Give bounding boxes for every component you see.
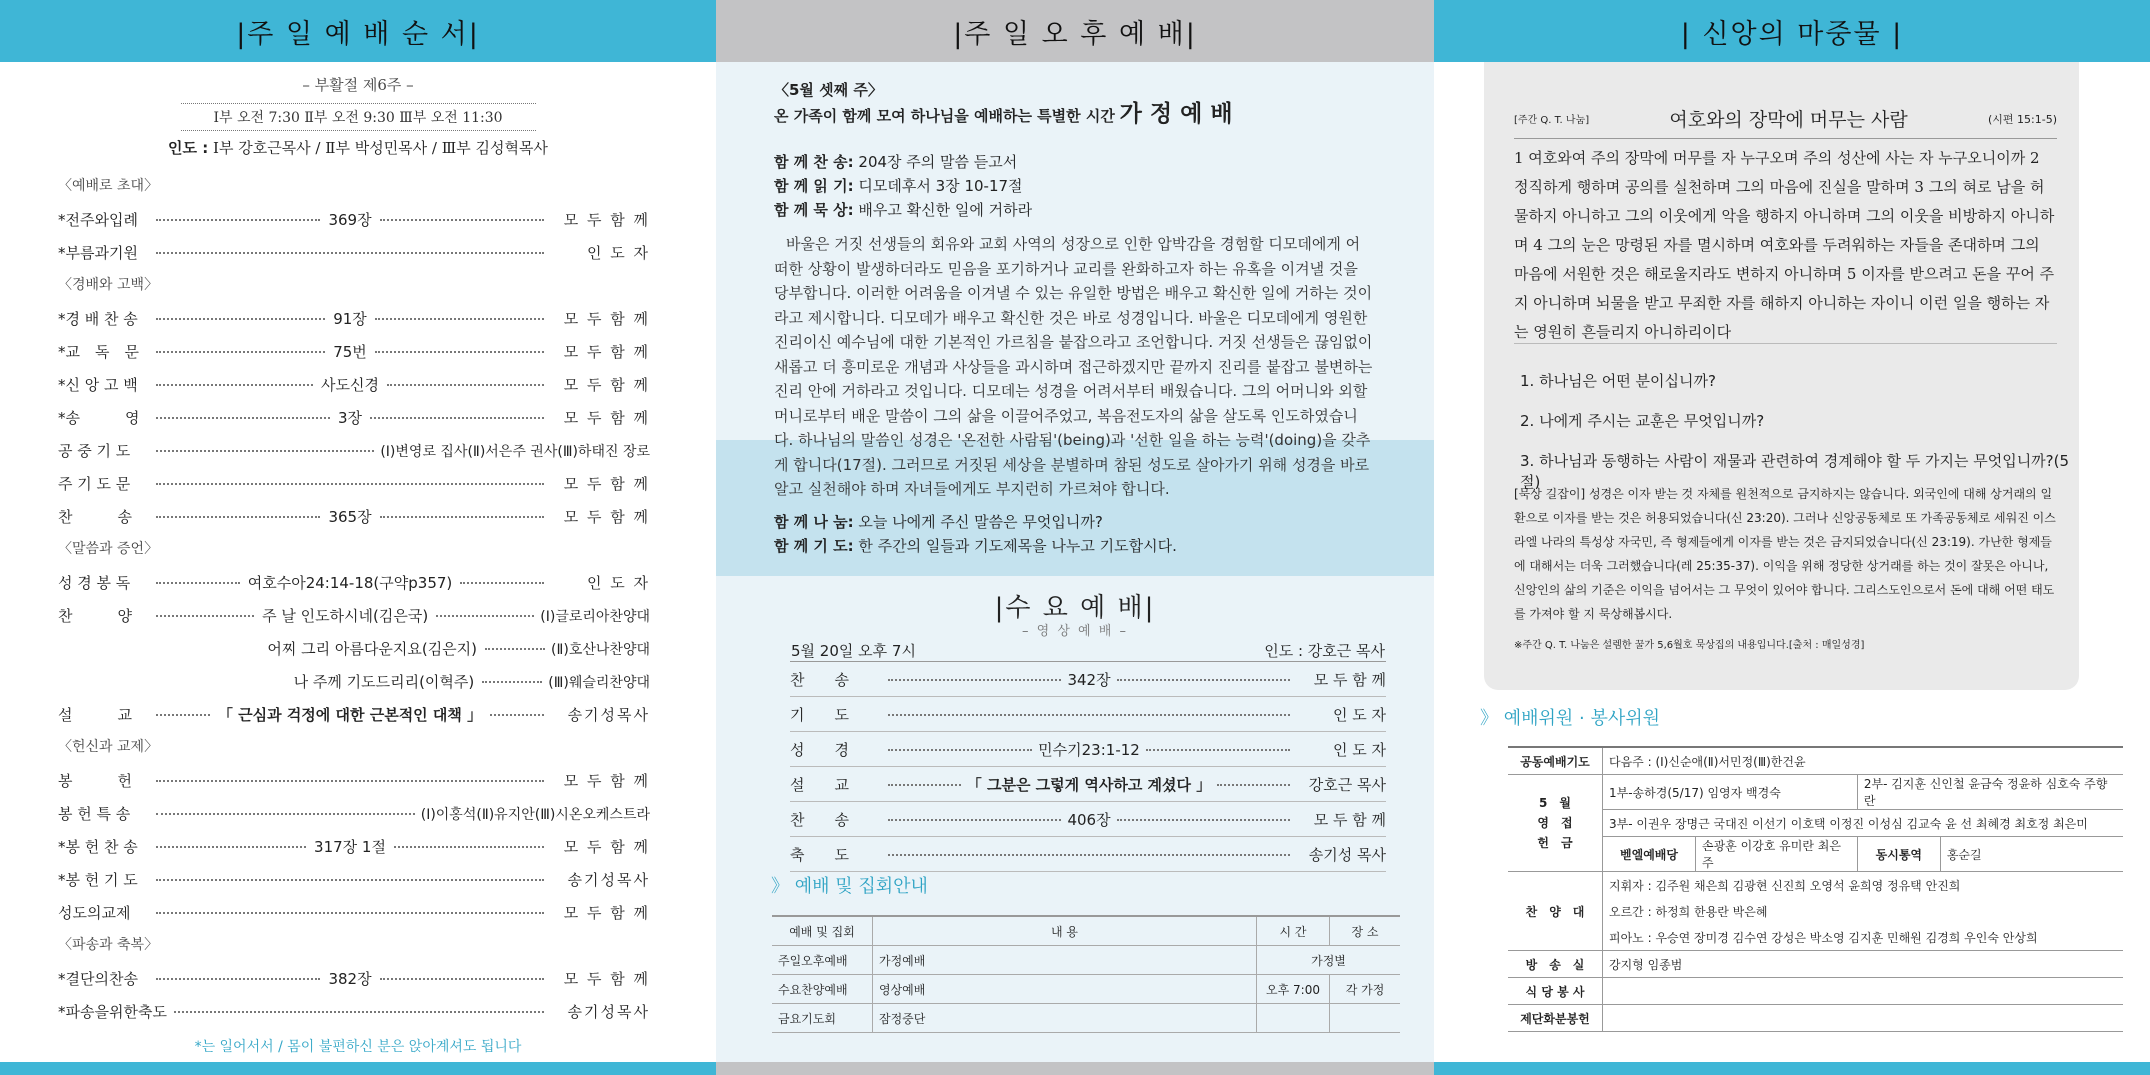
row-right: 인 도 자 (586, 574, 650, 592)
row-name: 찬 양 (58, 607, 132, 625)
meditate-label: 함 께 묵 상: (774, 201, 854, 219)
row-mid: 342장 (1067, 670, 1111, 689)
staff-label: 찬 양 대 (1508, 872, 1603, 951)
row-right: 모 두 함 께 (1313, 810, 1386, 829)
staff-value: 피아노 : 우승연 장미경 김수연 강성은 박소영 김지훈 민해원 김경희 우인숙 안상희 (1603, 924, 2124, 951)
afternoon-service-panel (716, 0, 1434, 1075)
staff-table (1508, 746, 2123, 1032)
wednesday-row (790, 697, 1386, 732)
staff-value: 2부- 김지훈 신인철 윤금숙 정윤하 심호숙 주향란 (1857, 775, 2123, 810)
footer-bar (1434, 1062, 2150, 1075)
guide-header-row (772, 916, 1400, 946)
qt-box (1484, 62, 2079, 690)
row-mid: 주 날 인도하시네(김은국) (262, 607, 429, 625)
sunday-order-panel (0, 0, 716, 1075)
faith-panel (1434, 0, 2150, 1075)
divider (1514, 343, 2057, 344)
row-name: 찬 송 (790, 670, 849, 689)
guide-time: 오후 7:00 (1257, 975, 1330, 1004)
question-1: 1. 하나님은 어떤 분이십니까? (1520, 372, 1716, 390)
guide-row (772, 975, 1400, 1004)
staff-value (1603, 1005, 2124, 1032)
staff-label: 제단화분봉헌 (1508, 1005, 1603, 1032)
hymn-value: 204장 주의 말씀 듣고서 (858, 153, 1018, 171)
order-row (58, 467, 650, 500)
row-right: 인 도 자 (1332, 705, 1386, 724)
faith-header: | 신앙의 마중물 | (1434, 0, 2150, 62)
order-row (58, 698, 650, 731)
qt-title: 여호와의 장막에 머무는 사람 (1669, 109, 1908, 131)
staff-value: 다음주 : (Ⅰ)신순애(Ⅱ)서민정(Ⅲ)한건윤 (1603, 747, 2124, 775)
row-right: 모 두 함 께 (563, 211, 650, 229)
guide-event: 주일오후예배 (772, 946, 873, 975)
row-right: 모 두 함 께 (563, 409, 651, 427)
tagline-bold: 가 정 예 배 (1119, 101, 1233, 127)
row-name: 공 중 기 도 (58, 442, 131, 460)
row-mid: 민수기23:1-12 (1038, 740, 1140, 759)
staff-row (1508, 1005, 2123, 1032)
row-mid: 사도신경 (321, 376, 379, 394)
row-right: 송기성 목사 (1308, 845, 1386, 864)
row-right: 모 두 함 께 (563, 343, 651, 361)
staff-value: 오르간 : 하정희 한용란 박은혜 (1609, 904, 1768, 919)
order-row (58, 665, 650, 698)
sermon-title: 「 근심과 걱정에 대한 근본적인 대책 」 (217, 706, 483, 724)
row-mid: 365장 (328, 508, 372, 526)
staff-value: 손광훈 이강호 유미란 최은주 (1696, 837, 1858, 872)
staff-row (1508, 747, 2123, 775)
order-row (58, 962, 650, 995)
row-name: *신 앙 고 백 (58, 376, 138, 394)
wednesday-info (791, 640, 1385, 661)
row-mid: 어찌 그리 아름다운지요(김은지) (267, 640, 478, 658)
row-right: 송기성목사 (567, 706, 651, 724)
guide-content: 영상예배 (873, 975, 1257, 1004)
row-name: 성도의교제 (58, 904, 131, 922)
qt-tag: [주간 Q. T. 나눔] (1514, 115, 1590, 126)
order-row (58, 368, 650, 401)
row-right: 송기성목사 (567, 871, 650, 889)
row-name: *교 독 문 (58, 343, 139, 361)
staff-value: 1부-송하경(5/17) 임영자 백경숙 (1603, 775, 1858, 810)
staff-value: 3부- 이권우 장명근 국대진 이선기 이호택 이정진 이성심 김교숙 윤 선 최혜경 최호정 최은미 (1603, 810, 2124, 837)
section-title: 〈경배와 고백〉 (58, 277, 159, 293)
wednesday-order (790, 661, 1386, 872)
row-mid: 369장 (328, 211, 372, 229)
section-title: 〈예배로 초대〉 (58, 178, 159, 194)
order-row (58, 995, 650, 1028)
order-row (58, 401, 650, 434)
row-right: 모 두 함 께 (563, 838, 650, 856)
sunday-subtitle: – 부활절 제6주 – (302, 76, 414, 94)
standing-note: *는 일어서서 / 몸이 불편하신 분은 앉아계셔도 됩니다 (194, 1039, 522, 1055)
row-name: 성 경 (790, 740, 849, 759)
qt-head (1514, 105, 2057, 139)
staff-sublabel: 벧엘예배당 (1603, 837, 1696, 872)
wednesday-row (790, 662, 1386, 697)
order-row (58, 599, 650, 632)
order-row (58, 434, 650, 467)
qt-reference: (시편 15:1-5) (1987, 112, 2057, 126)
row-name: *봉 헌 찬 송 (58, 838, 138, 856)
staff-label: 식 당 봉 사 (1508, 978, 1603, 1005)
row-mid: 3장 (337, 409, 363, 427)
guide-event: 금요기도회 (772, 1004, 873, 1033)
order-row (58, 203, 650, 236)
read-label: 함 께 읽 기: (774, 177, 854, 195)
pray-line (774, 534, 1374, 558)
guide-title: 》 예배 및 집회안내 (771, 876, 928, 897)
row-name: 봉 헌 특 송 (58, 805, 131, 823)
guide-row (772, 1004, 1400, 1033)
row-name: *파송을위한축도 (58, 1003, 167, 1021)
section-title: 〈파송과 축복〉 (58, 937, 159, 953)
guide-col-time: 시 간 (1257, 916, 1330, 946)
meditate-line (774, 198, 1374, 222)
row-name: 설 교 (790, 775, 849, 794)
row-right: (Ⅰ)변영로 집사(Ⅱ)서은주 권사(Ⅲ)하태진 장로 (380, 443, 650, 460)
tagline-text: 온 가족이 함께 모여 하나님을 예배하는 특별한 시간 (774, 107, 1115, 125)
share-line (774, 510, 1374, 534)
staff-label: 방 송 실 (1508, 951, 1603, 978)
qt-verse: 1 여호와여 주의 장막에 머무를 자 누구오며 주의 성산에 사는 자 누구오니이까 2 정직하게 행하며 공의를 실천하며 그의 마음에 진실을 말하며 3 그의 혀로 남을 허물하지 아니하고 그의 이웃에게 악을 행하지 아니하며 그의 이웃을 비방하지 아니하며 4 그의 눈은 망령된 자를 멸시하며 여호와를 두려워하는 자들을 존대하며 그의 마음에 서원한 것은 해로울지라도 변하지 아니하며 5 이자를 받으려고 돈을 꾸어 주지 아니하며 뇌물을 받고 무죄한 자를 해하지 아니하는 자이니 이런 일을 행하는 자는 영원히 흔들리지 아니하리이다 (1514, 149, 2055, 341)
order-row (58, 632, 650, 665)
row-right: 모 두 함 께 (563, 970, 650, 988)
tagline (774, 102, 1374, 128)
staff-row (1508, 775, 2123, 810)
row-right: (Ⅰ)글로리아찬양대 (540, 608, 651, 625)
staff-value (1603, 978, 2124, 1005)
guide-place (1330, 1004, 1401, 1033)
wednesday-subtitle: – 영 상 예 배 – (1022, 624, 1128, 639)
row-right: (Ⅰ)이홍석(Ⅱ)유지안(Ⅲ)시온오케스트라 (420, 806, 650, 823)
guide-content: 가정예배 (873, 946, 1257, 975)
row-mid: 75번 (333, 343, 367, 361)
share-label: 함 께 나 눔: (774, 512, 854, 531)
wednesday-row (790, 732, 1386, 767)
sunday-order-header: |주 일 예 배 순 서| (0, 0, 716, 62)
share-value: 오늘 나에게 주신 말씀은 무엇입니까? (858, 512, 1103, 531)
row-right: 모 두 함 께 (563, 772, 650, 790)
row-name: 축 도 (790, 845, 849, 864)
section-title: 〈말씀과 증언〉 (58, 541, 159, 557)
guide-event: 수요찬양예배 (772, 975, 873, 1004)
leader-line (0, 137, 716, 158)
guide-col-place: 장 소 (1330, 916, 1401, 946)
wednesday-row (790, 802, 1386, 837)
wednesday-row (790, 767, 1386, 802)
meditate-value: 배우고 확신한 일에 거하라 (858, 201, 1033, 219)
guide-col-content: 내 용 (873, 916, 1257, 946)
guide-time-place: 가정별 (1257, 946, 1401, 975)
order-row (58, 863, 650, 896)
row-right: 모 두 함 께 (563, 475, 650, 493)
guide-place: 각 가정 (1330, 975, 1401, 1004)
order-row (58, 236, 650, 269)
row-name: 기 도 (790, 705, 849, 724)
row-mid: 317장 1절 (314, 838, 386, 856)
guide-time (1257, 1004, 1330, 1033)
row-right: 인 도 자 (586, 244, 650, 262)
row-name: *봉 헌 기 도 (58, 871, 138, 889)
row-mid: 여호수아24:14-18(구약p357) (247, 574, 453, 592)
row-name: *경 배 찬 송 (58, 310, 138, 328)
family-worship (774, 78, 1374, 558)
row-name: *전주와입례 (58, 211, 138, 229)
order-row (58, 566, 650, 599)
row-name: 설 교 (58, 706, 132, 724)
qt-source: ※주간 Q. T. 나눔은 설렘한 꿀가 5,6월호 묵상집의 내용입니다.[출처 : 매일성경] (1514, 640, 1865, 651)
staff-value: 홍순길 (1940, 837, 2123, 872)
staff-row (1508, 978, 2123, 1005)
staff-sublabel: 동시통역 (1857, 837, 1940, 872)
row-right: 모 두 함 께 (563, 376, 650, 394)
order-row (58, 896, 650, 929)
order-row (58, 764, 650, 797)
question-2: 2. 나에게 주시는 교훈은 무엇입니까? (1520, 412, 1765, 430)
hymn-label: 함 께 찬 송: (774, 153, 854, 171)
leader-value: Ⅰ부 강호근목사 / Ⅱ부 박성민목사 / Ⅲ부 김성혁목사 (213, 139, 548, 157)
read-value: 디모데후서 3장 10-17절 (858, 177, 1023, 195)
staff-label: 공동예배기도 (1508, 747, 1603, 775)
footer-bar (0, 1062, 716, 1075)
leader-label: 인도 : (168, 139, 209, 157)
meditation-guide: [묵상 길잡이] 성경은 이자 받는 것 자체를 원천적으로 금지하지는 않습니다. 외국인에 대해 상거래의 일환으로 이자를 받는 것은 허용되었습니다(신 23:20). 그러나 신앙공동체로 또 가족공동체로 세워진 이스라엘 나라의 특성상 자국민, 즉 형제들에게 이자를 받는 것은 금지되었습니다(신 23:19). 가난한 형제들에 대해서는 더욱 그러했습니다(레 25:35-37). 이익을 위해 정당한 상거래를 하는 것이 잘못은 아니나, 신앙인의 삶의 기준은 이익을 넘어서는 그 무엇이 있어야 합니다. 그리스도인으로서 돈에 대해 어떤 태도를 가져야 할 지 묵상해봅시다. (1514, 487, 2056, 621)
week-label: 〈5월 셋째 주〉 (774, 81, 883, 99)
staff-value: 강지형 임종범 (1603, 951, 2124, 978)
row-name: *부름과기원 (58, 244, 138, 262)
row-right: 송기성목사 (567, 1003, 650, 1021)
wednesday-leader: 인도 : 강호근 목사 (1264, 642, 1385, 660)
row-right: 모 두 함 께 (563, 310, 651, 328)
section-title: 〈헌신과 교제〉 (58, 739, 159, 755)
row-name: 주 기 도 문 (58, 475, 131, 493)
row-right: 모 두 함 께 (563, 904, 650, 922)
staff-row (1508, 872, 2123, 899)
wednesday-header: |수 요 예 배| (994, 593, 1156, 623)
pray-label: 함 께 기 도: (774, 536, 854, 555)
pray-value: 한 주간의 일들과 기도제목을 나누고 기도합시다. (858, 536, 1177, 555)
row-name: 찬 송 (790, 810, 849, 829)
order-row (58, 335, 650, 368)
order-row (58, 302, 650, 335)
order-row (58, 830, 650, 863)
row-right: 모 두 함 께 (563, 508, 650, 526)
order-row (58, 500, 650, 533)
wednesday-sermon: 「 그분은 그렇게 역사하고 계셨다 」 (966, 775, 1212, 794)
order-list (58, 170, 650, 1028)
row-right: 모 두 함 께 (1313, 670, 1386, 689)
footer-bar (716, 1062, 1434, 1075)
row-mid: 382장 (328, 970, 372, 988)
row-name: 봉 헌 (58, 772, 132, 790)
staff-value: 지휘자 : 김주원 채은희 김광현 신진희 오영석 윤희영 정유택 안진희 (1609, 878, 1961, 893)
service-times: Ⅰ부 오전 7:30 Ⅱ부 오전 9:30 Ⅲ부 오전 11:30 (181, 103, 536, 131)
guide-content: 잠정중단 (873, 1004, 1257, 1033)
guide-col-event: 예배 및 집회 (772, 916, 873, 946)
row-right: (Ⅱ)호산나찬양대 (551, 641, 650, 658)
wednesday-row (790, 837, 1386, 872)
row-mid: 91장 (333, 310, 367, 328)
meditation-paragraph: 바울은 거짓 선생들의 회유와 교회 사역의 성장으로 인한 압박감을 경험할 디모데에게 어떠한 상황이 발생하더라도 믿음을 포기하거나 교리를 완화하고자 하는 유혹을 이겨낼 것을 당부합니다. 이러한 어려움을 이겨낼 수 있는 유일한 방법은 배우고 확신한 일에 거하는 것이라고 제시합니다. 디모데가 배우고 확신한 것은 바로 성경입니다. 바울은 디모데에게 영원한 진리이신 예수님에 대한 기본적인 가르침을 붙잡으라고 조언합니다. 거짓 선생들은 끊임없이 새롭고 더 흥미로운 개념과 사상들을 과시하며 접근하겠지만 끝까지 진리를 붙잡고 불변하는 진리 안에 거하라고 것입니다. 디모데는 성경을 어려서부터 배웠습니다. 그의 어머니와 외할머니로부터 배운 말씀이 그의 삶을 이끌어주었고, 복음전도자의 삶을 살도록 인도하였습니다. 하나님의 말씀인 성경은 '온전한 사람됨'(being)과 '선한 일을 하는 능력'(doing)을 갖추게 합니다(17절). 그러므로 거짓된 세상을 분별하며 참된 성도로 살아가기 위해 성경을 바로 알고 실천해야 하며 자녀들에게도 부지런히 가르쳐야 합니다. (774, 235, 1373, 498)
afternoon-header: |주 일 오 후 예 배| (716, 0, 1434, 62)
row-right: 강호근 목사 (1308, 775, 1387, 794)
row-name: *결단의찬송 (58, 970, 138, 988)
read-line (774, 174, 1374, 198)
row-right: (Ⅲ)웨슬리찬양대 (548, 674, 650, 691)
row-mid: 나 주께 기도드리리(이혁주) (293, 673, 475, 691)
row-name: 찬 송 (58, 508, 132, 526)
row-right: 인 도 자 (1332, 740, 1386, 759)
wednesday-date: 5월 20일 오후 7시 (791, 642, 916, 660)
hymn-line (774, 150, 1374, 174)
question-3: 3. 하나님과 동행하는 사람이 재물과 관련하여 경계해야 할 두 가지는 무엇입니까?(5절) (1520, 452, 2070, 491)
row-name: 성 경 봉 독 (58, 574, 131, 592)
row-name: *송 영 (58, 409, 140, 427)
staff-title: 》 예배위원 · 봉사위원 (1480, 708, 1660, 729)
order-row (58, 797, 650, 830)
staff-row (1508, 951, 2123, 978)
staff-label: 5 월 영 접 헌 금 (1508, 775, 1603, 872)
row-mid: 406장 (1067, 810, 1111, 829)
guide-table (772, 915, 1400, 1033)
guide-row (772, 946, 1400, 975)
